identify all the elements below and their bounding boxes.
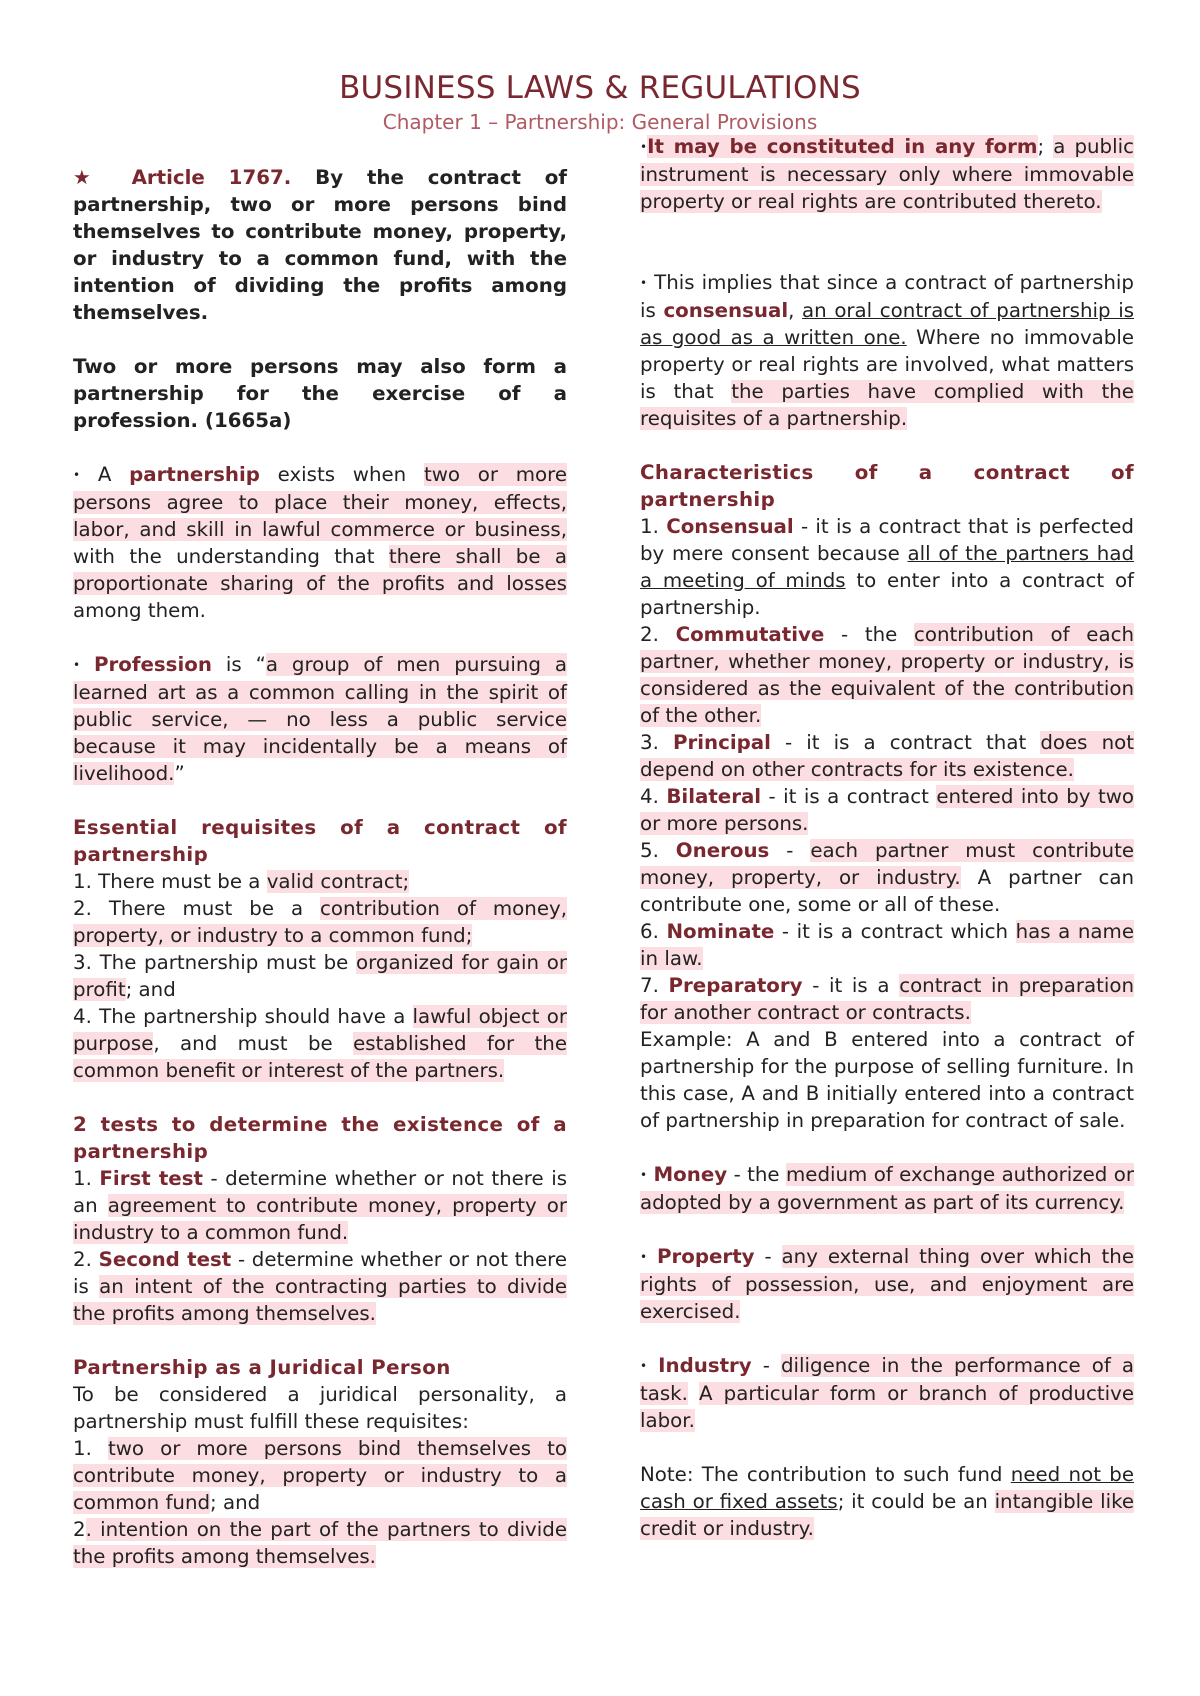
list-item: 7. Preparatory - it is a contract in preparation for another contract or contracts.	[640, 974, 1134, 1024]
bullet-icon: •	[73, 468, 81, 482]
profession-definition: • Profession is “a group of men pursuing a learned art as a common calling in the spirit of public service, — no less a public service because it may incidentally be a means of livelihood.”	[73, 653, 567, 785]
list-item: 4. Bilateral - it is a contract entered into by two or more persons.	[640, 785, 1134, 835]
example-paragraph: Example: A and B entered into a contract of partnership for the purpose of selling furniture. In this case, A and B initially entered into a contract of partnership in preparation for contract of sale.	[640, 1028, 1134, 1132]
list-item: 2. Commutative - the contribution of each partner, whether money, property or industry, is considered as the equivalent of the contribution of the other.	[640, 623, 1135, 727]
list-item: 5. Onerous - each partner must contribute money, property, or industry. A partner can contribute one, some or all of these.	[640, 839, 1135, 916]
two-tests-heading: 2 tests to determine the existence of a partnership	[73, 1113, 567, 1163]
star-icon: ★	[73, 166, 108, 189]
right-column	[640, 133, 1134, 1542]
document-title: BUSINESS LAWS & REGULATIONS	[339, 70, 861, 106]
note-paragraph: Note: The contribution to such fund need not be cash or fixed assets; it could be an intangible like credit or industry.	[640, 1463, 1134, 1540]
juridical-person-heading: Partnership as a Juridical Person	[73, 1356, 451, 1379]
property-definition: • Property - any external thing over which the rights of possession, use, and enjoyment are exercised.	[640, 1245, 1134, 1323]
bullet-icon: •	[640, 1359, 648, 1373]
bullet-icon: •	[640, 1250, 648, 1264]
profession-term: Profession	[94, 653, 212, 676]
list-item: 1. First test - determine whether or not there is an agreement to contribute money, property or industry to a common fund.	[73, 1167, 568, 1244]
bullet-icon: •	[640, 276, 648, 290]
money-definition: • Money - the medium of exchange authorized or adopted by a government as part of its currency.	[640, 1163, 1135, 1214]
left-column	[73, 164, 567, 1570]
highlight: a group of men pursuing a learned art as a common calling in the spirit of public service, — no less a public service because it may incidentally be a means of livelihood.	[73, 653, 567, 785]
bullet-icon: •	[73, 658, 81, 672]
highlight: there shall be a proportionate sharing of the profits and losses	[73, 545, 567, 595]
partnership-definition: • A partnership exists when two or more persons agree to place their money, effects, labor, and skill in lawful commerce or business, with the understanding that there shall be a proportionate sharing of the profits and losses among them.	[73, 463, 567, 622]
partnership-term: partnership	[129, 463, 260, 486]
list-item: 3. The partnership must be organized for gain or profit; and	[73, 951, 567, 1001]
chapter-subtitle: Chapter 1 – Partnership: General Provisions	[382, 110, 818, 134]
list-item: 2. Second test - determine whether or not there is an intent of the contracting parties to divide the profits among themselves.	[73, 1248, 567, 1325]
bullet-icon: •	[640, 140, 648, 154]
article-paragraph-2: Two or more persons may also form a partnership for the exercise of a profession. (1665a)	[73, 355, 567, 432]
list-item: 1. There must be a valid contract;	[73, 870, 410, 893]
characteristics-heading: Characteristics of a contract of partnership	[640, 461, 1134, 511]
list-item: 1. Consensual - it is a contract that is perfected by mere consent because all of the partners had a meeting of minds to enter into a contract of partnership.	[640, 515, 1135, 619]
list-item: 3. Principal - it is a contract that does not depend on other contracts for its existence.	[640, 731, 1134, 781]
article-label: Article 1767.	[131, 166, 292, 189]
list-item: 4. The partnership should have a lawful object or purpose, and must be established for the common benefit or interest of the partners.	[73, 1005, 567, 1082]
industry-definition: • Industry - diligence in the performance of a task. A particular form or branch of productive labor.	[640, 1354, 1134, 1432]
highlight: two or more persons agree to place their money, effects, labor, and skill in lawful commerce or business,	[73, 463, 567, 541]
bullet-icon: •	[640, 1168, 648, 1182]
list-item: 2. There must be a contribution of money, property, or industry to a common fund;	[73, 897, 567, 947]
list-item: 6. Nominate - it is a contract which has a name in law.	[640, 920, 1134, 970]
list-item: 2. intention on the part of the partners to divide the profits among themselves.	[73, 1518, 567, 1568]
form-paragraph: •It may be constituted in any form; a public instrument is necessary only where immovable property or real rights are contributed thereto.	[640, 135, 1134, 213]
juridical-intro: To be considered a juridical personality, a partnership must fulfill these requisites:	[73, 1383, 567, 1433]
list-item: 1. two or more persons bind themselves to contribute money, property or industry to a common fund; and	[73, 1437, 567, 1514]
article-text: By the contract of partnership, two or more persons bind themselves to contribute money, property, or industry to a common fund, with the intention of dividing the profits among themselves.	[73, 166, 568, 324]
article-1767	[73, 164, 567, 326]
implies-paragraph: • This implies that since a contract of partnership is consensual, an oral contract of partnership is as good as a written one. Where no immovable property or real rights are involved, what matters is that the parties have complied with the requisites of a partnership.	[640, 271, 1135, 430]
essential-requisites-heading: Essential requisites of a contract of partnership	[73, 816, 567, 866]
